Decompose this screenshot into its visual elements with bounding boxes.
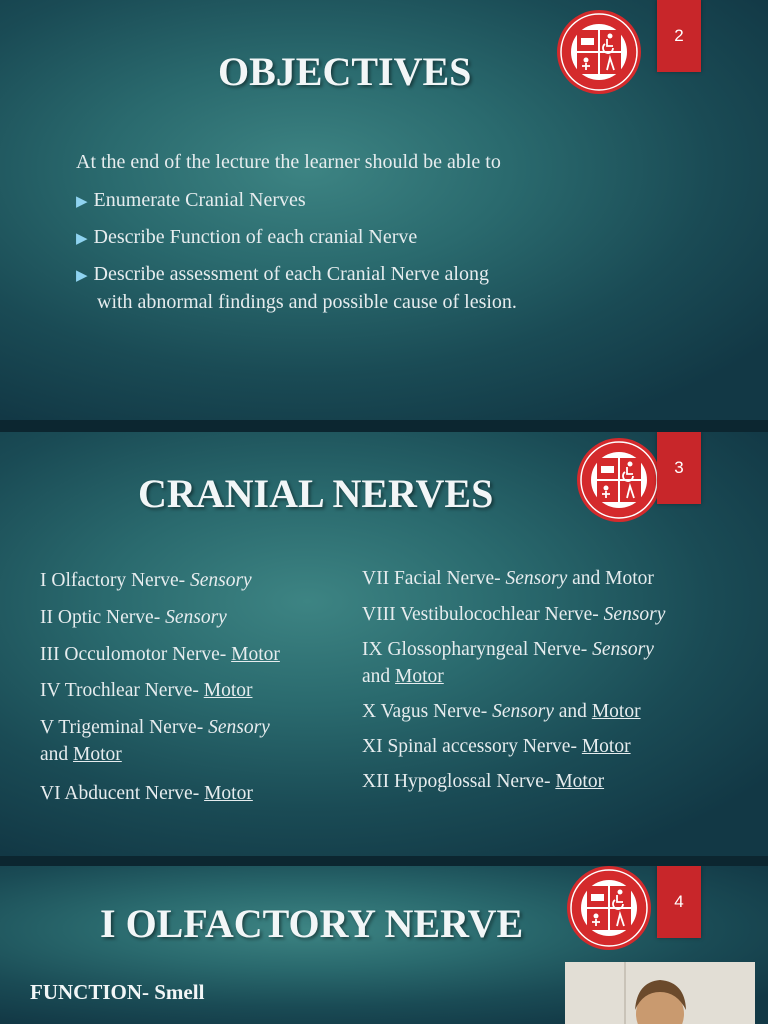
slide-separator [0, 856, 768, 866]
intro-text: At the end of the lecture the learner should be able to [76, 151, 501, 173]
slide-objectives [0, 0, 768, 420]
bullet-arrow-icon: ▶ [76, 268, 88, 284]
list-item: II Optic Nerve- Sensory [40, 607, 227, 628]
function-label: FUNCTION- Smell [30, 980, 205, 1004]
list-item: III Occulomotor Nerve- Motor [40, 644, 280, 665]
slide-number-tab [657, 866, 701, 938]
presenter-photo [565, 962, 755, 1024]
list-item [76, 186, 306, 216]
bullet-text: Enumerate Cranial Nerves [93, 189, 306, 211]
list-item: XII Hypoglossal Nerve- Motor [362, 771, 605, 792]
list-item: VIII Vestibulocochlear Nerve- Sensory [362, 604, 666, 625]
list-item: VI Abducent Nerve- Motor [40, 783, 253, 804]
logo-seal [575, 436, 663, 524]
list-item: IX Glossopharyngeal Nerve- Sensory and Motor [362, 639, 654, 687]
slide-number: 3 [674, 458, 684, 477]
slide-title: CRANIAL NERVES [138, 471, 494, 516]
logo-seal [555, 8, 643, 96]
presenter-figure [565, 962, 755, 1024]
slide-number: 2 [674, 26, 684, 45]
bullet-arrow-icon: ▶ [76, 194, 88, 210]
bullet-text-continuation: with abnormal findings and possible cause of lesion. [97, 291, 517, 313]
slide-title: OBJECTIVES [218, 49, 472, 94]
slide-number-tab [657, 432, 701, 504]
bullet-text: Describe Function of each cranial Nerve [93, 226, 418, 248]
list-item: VII Facial Nerve- Sensory and Motor [362, 568, 654, 589]
list-item: I Olfactory Nerve- Sensory [40, 570, 252, 591]
slide-title: I OLFACTORY NERVE [100, 901, 524, 946]
slide-number-tab [657, 0, 701, 72]
bullet-text: Describe assessment of each Cranial Nerve along [93, 263, 489, 285]
list-item: X Vagus Nerve- Sensory and Motor [362, 701, 641, 722]
list-item [76, 260, 489, 290]
list-item: IV Trochlear Nerve- Motor [40, 680, 253, 701]
bullet-arrow-icon: ▶ [76, 231, 88, 247]
list-item: XI Spinal accessory Nerve- Motor [362, 736, 631, 757]
slide-number: 4 [674, 892, 684, 911]
logo-seal [565, 866, 653, 952]
list-item [76, 223, 417, 253]
list-item: V Trigeminal Nerve- Sensory and Motor [40, 717, 270, 765]
slide-cranial-nerves [0, 432, 768, 856]
slide-separator [0, 420, 768, 432]
slide-olfactory-nerve [0, 866, 768, 1024]
